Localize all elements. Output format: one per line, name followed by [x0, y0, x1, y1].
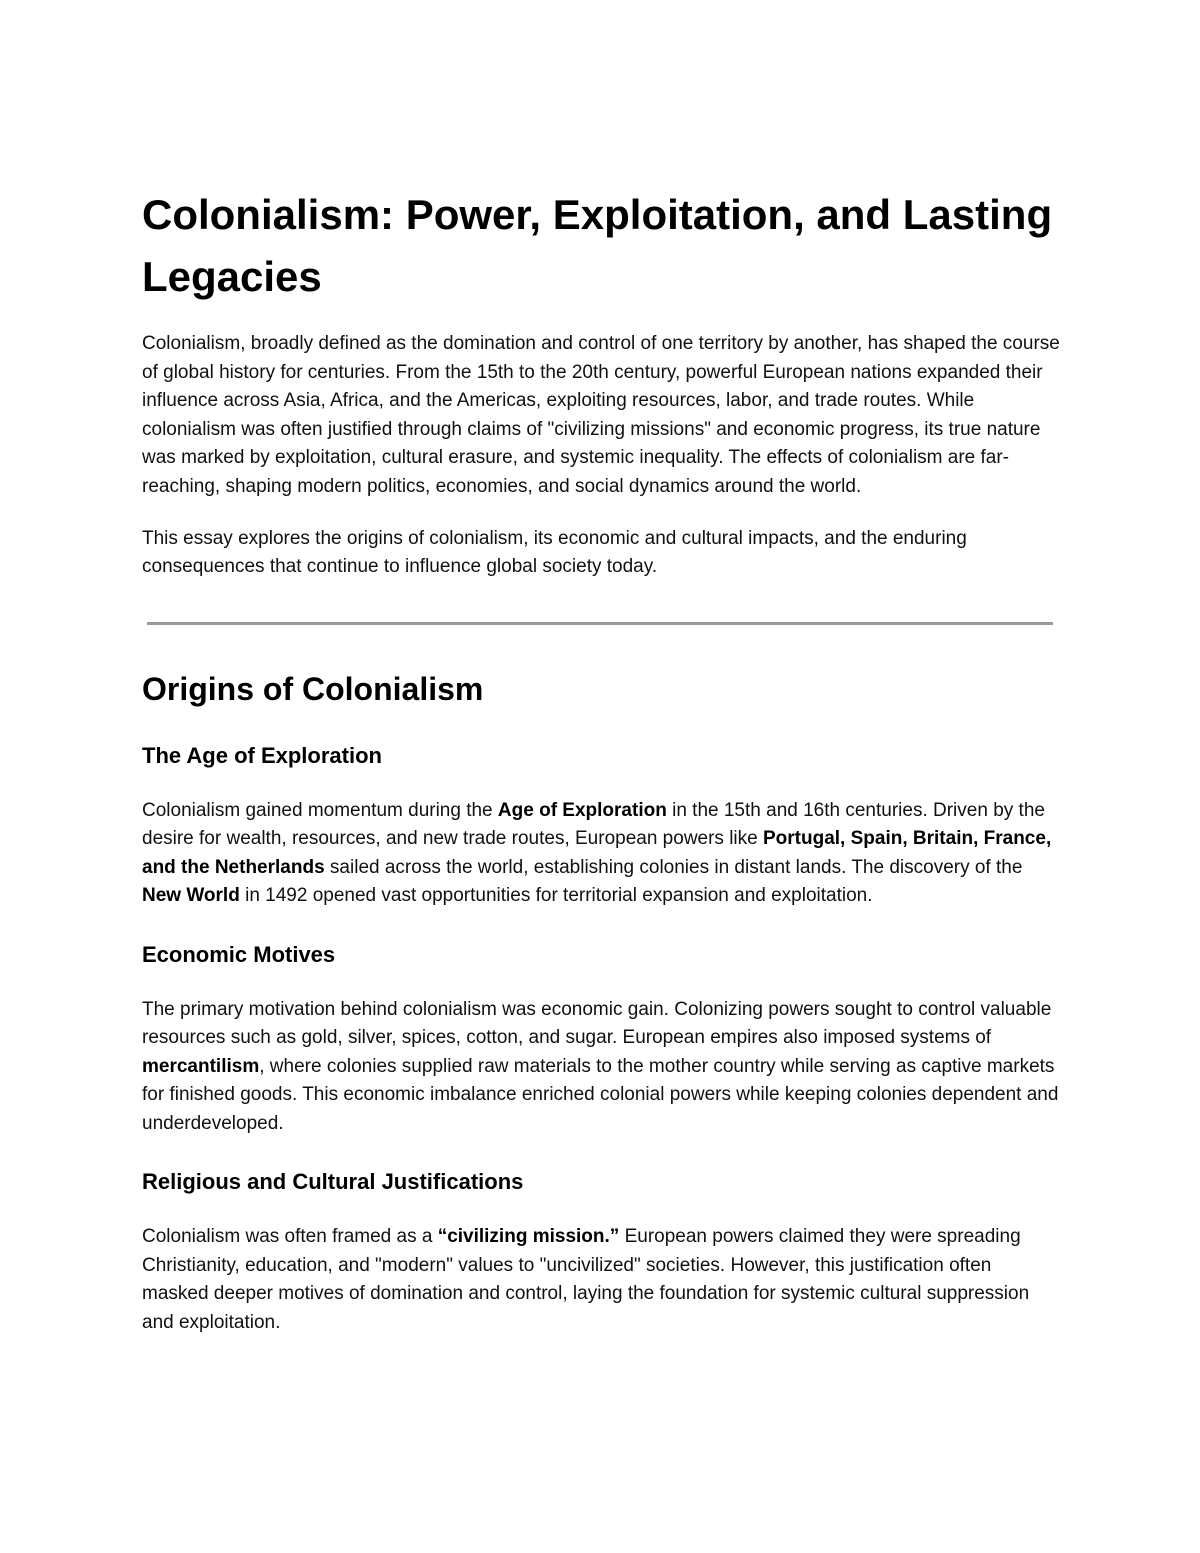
bold-text: New World — [142, 885, 240, 906]
text: in 1492 opened vast opportunities for territorial expansion and exploitation. — [239, 885, 873, 906]
document-title: Colonialism: Power, Exploitation, and Lasting Legacies — [142, 191, 1053, 300]
intro-paragraph-2: This essay explores the origins of colonialism, its economic and cultural impacts, and the enduring consequences that continue to influence global society today. — [142, 527, 967, 577]
text: sailed across the world, establishing colonies in distant lands. The discovery of the — [324, 856, 1023, 878]
text: Colonialism gained momentum during the — [142, 799, 498, 821]
text: in the 15th and 16th centuries. Driven by the desire for wealth, resources, and new trade routes, European powers like — [142, 799, 1045, 849]
paragraph-economic-motives — [142, 996, 1060, 1139]
subheading-religious-cultural: Religious and Cultural Justifications — [142, 1169, 524, 1194]
bold-text: “civilizing mission.” — [437, 1226, 620, 1247]
section-divider — [147, 622, 1053, 625]
text: Colonialism was often framed as a — [142, 1226, 438, 1247]
text: European powers claimed they were spreading Christianity, education, and "modern" values to "uncivilized" societies. However, this justification often masked deeper motives of domination and control, laying the foundation for systemic cultural suppression and exploitation. — [142, 1226, 1030, 1333]
section-heading: Origins of Colonialism — [142, 670, 484, 707]
paragraph-religious-cultural — [142, 1223, 1060, 1337]
intro-paragraph-1: Colonialism, broadly defined as the domination and control of one territory by another, has shaped the course of global history for centuries. From the 15th to the 20th century, powerful European nations expanded their influence across Asia, Africa, and the Americas, exploiting resources, labor, and trade routes. While colonialism was often justified through claims of "civilizing missions" and economic progress, its true nature was marked by exploitation, cultural erasure, and systemic inequality. The effects of colonialism are far-reaching, shaping modern politics, economies, and social dynamics around the world. — [142, 333, 1060, 497]
text: , where colonies supplied raw materials to the mother country while serving as captive markets for finished goods. This economic imbalance enriched colonial powers while keeping colonies dependent and underdeveloped. — [142, 1055, 1059, 1134]
paragraph-age-of-exploration — [142, 797, 1060, 911]
document-page — [142, 184, 1060, 1337]
bold-text: mercantilism — [142, 1055, 260, 1077]
subheading-age-of-exploration: The Age of Exploration — [142, 742, 382, 768]
bold-text: Portugal, Spain, Britain, France, and the Netherlands — [142, 828, 1052, 878]
text: The primary motivation behind colonialism was economic gain. Colonizing powers sought to control valuable resources such as gold, silver, spices, cotton, and sugar. European empires also imposed systems of — [142, 998, 1052, 1048]
subheading-economic-motives: Economic Motives — [142, 941, 336, 967]
bold-text: Age of Exploration — [497, 799, 667, 821]
